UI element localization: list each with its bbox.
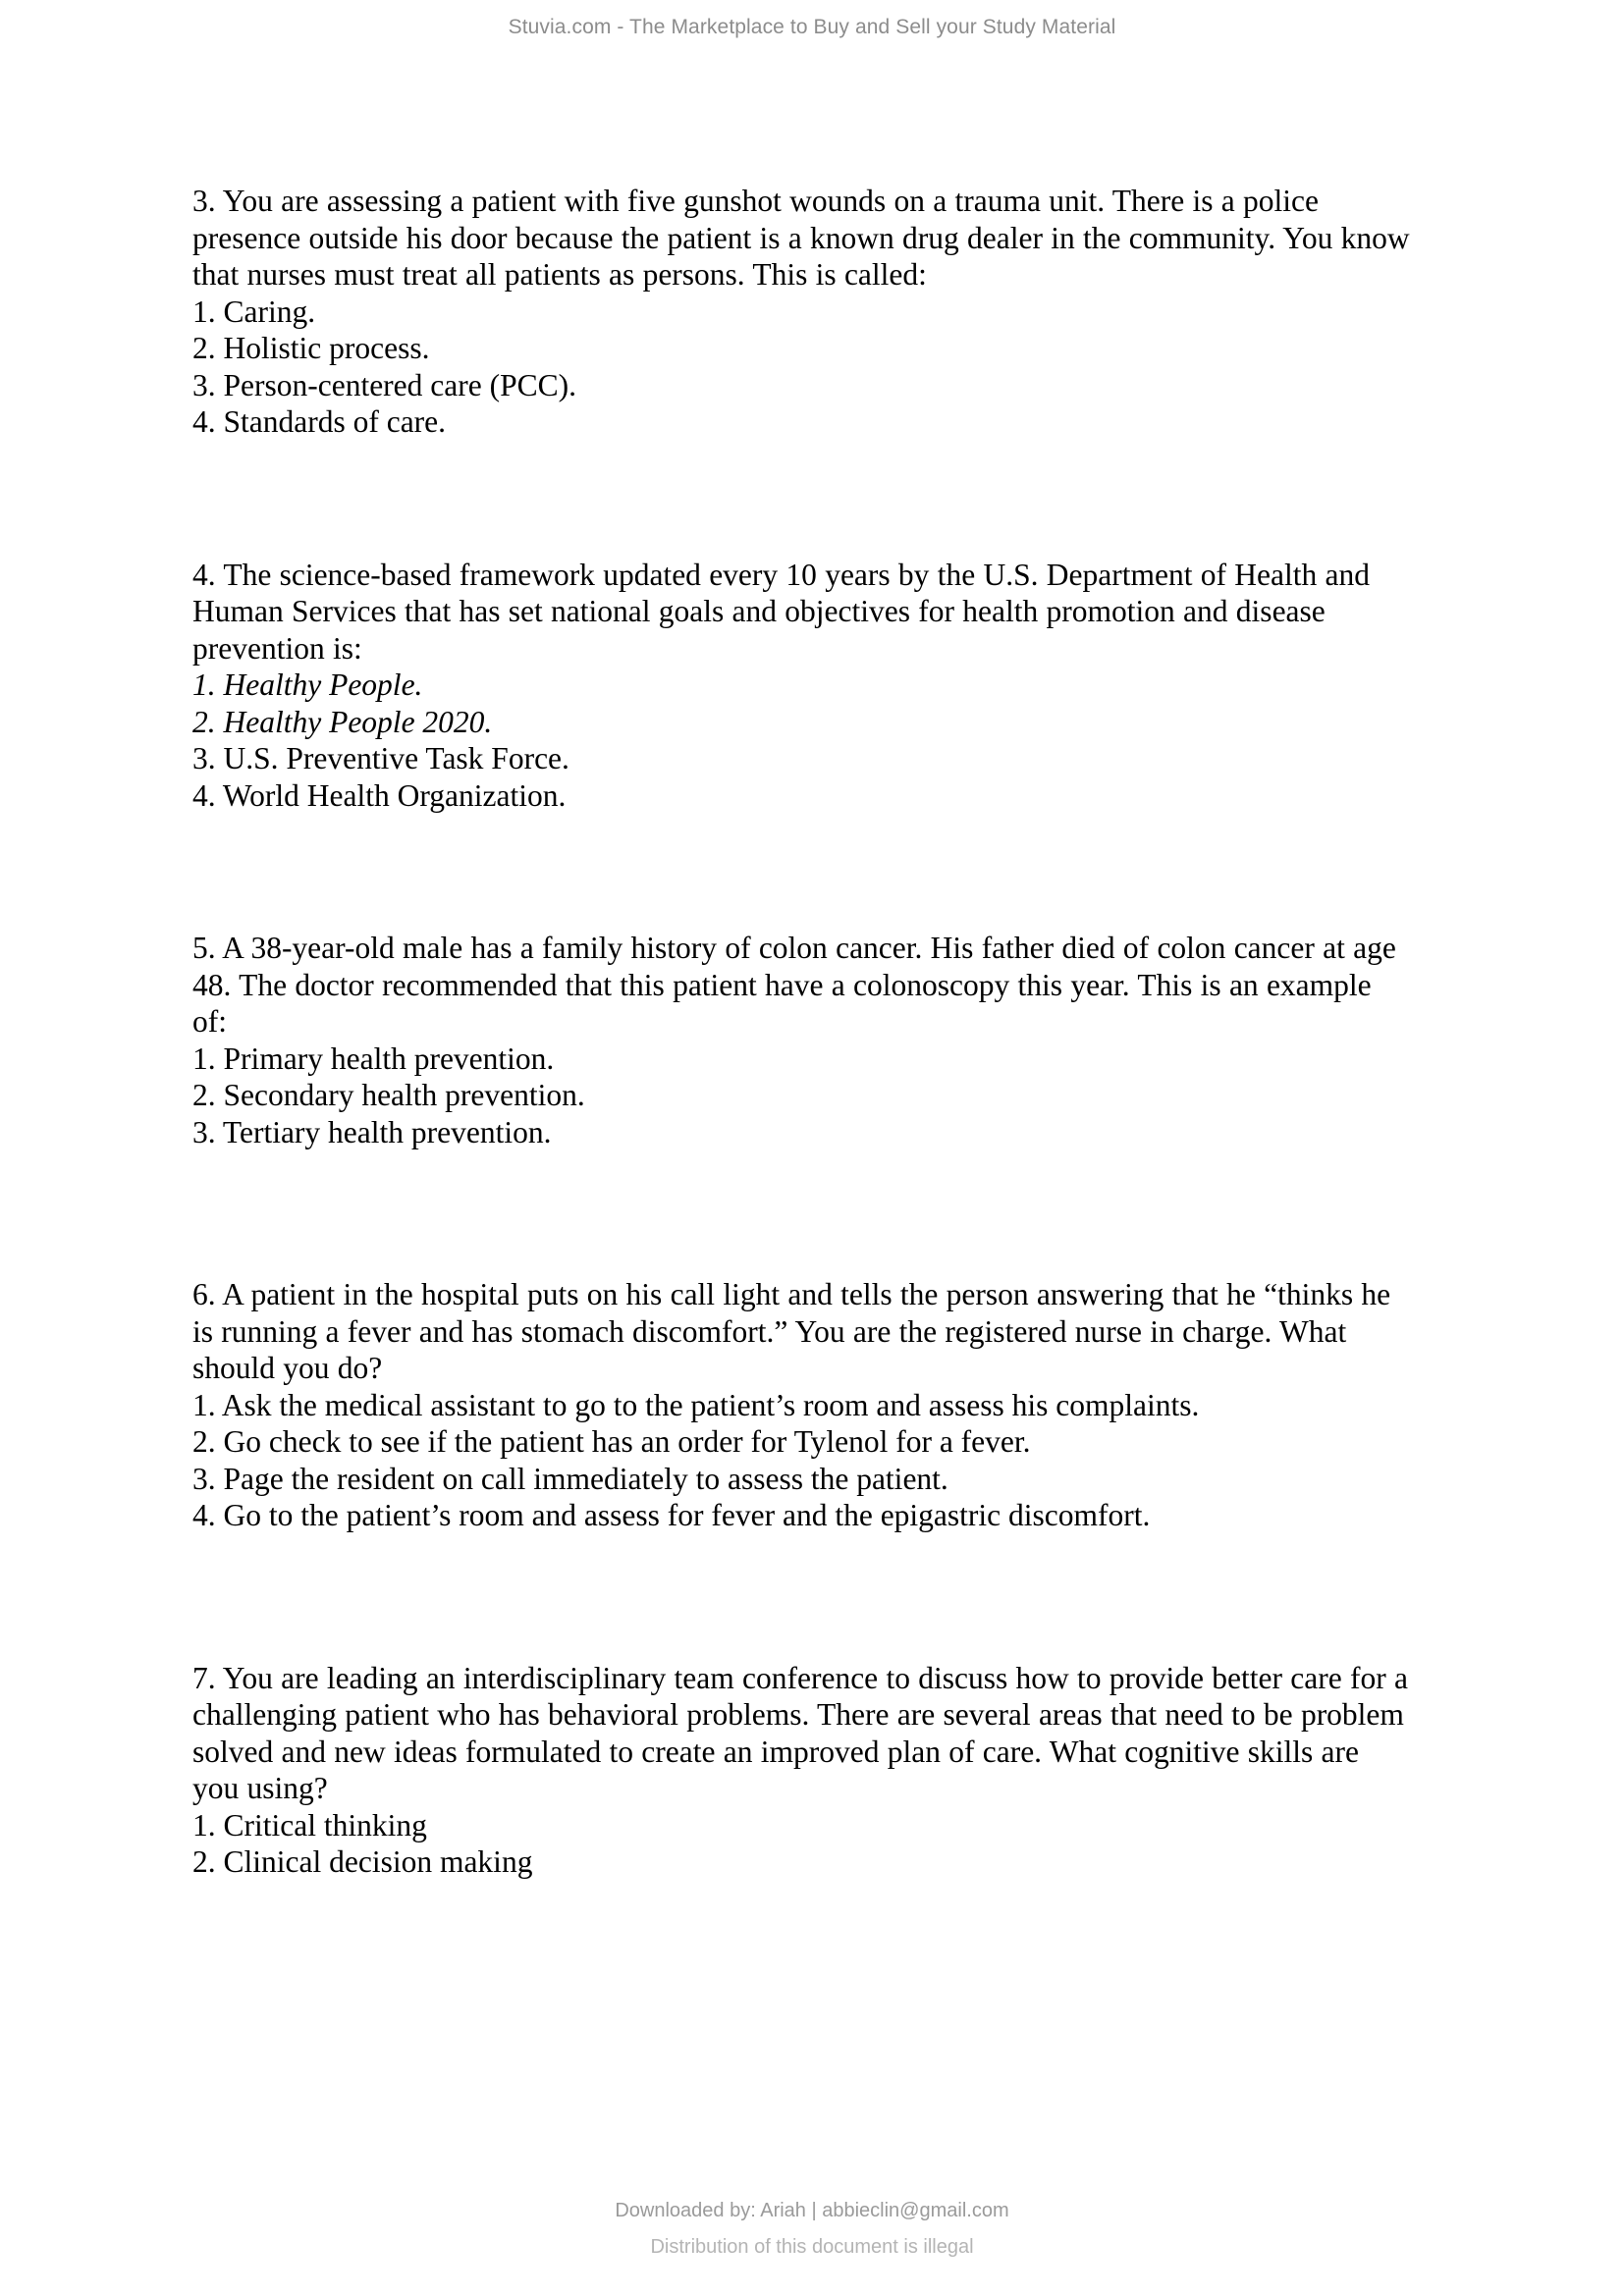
- question-block: [192, 1276, 1413, 1534]
- answer-option[interactable]: 4. World Health Organization.: [192, 777, 567, 813]
- answer-option[interactable]: 3. Page the resident on call immediately to assess the patient.: [192, 1461, 948, 1496]
- question-block: [192, 183, 1413, 441]
- answer-option-list: [192, 1041, 1413, 1151]
- answer-option[interactable]: 3. Tertiary health prevention.: [192, 1114, 552, 1149]
- answer-option[interactable]: 1. Caring.: [192, 294, 316, 329]
- question-stem: 4. The science-based framework updated every 10 years by the U.S. Department of Health and Human Services that has set national goals and objectives for health promotion and disease prevention is:: [192, 557, 1370, 666]
- question-block: [192, 557, 1413, 815]
- answer-option[interactable]: 4. Go to the patient’s room and assess for fever and the epigastric discomfort.: [192, 1498, 1151, 1532]
- answer-option[interactable]: 1. Primary health prevention.: [192, 1041, 555, 1076]
- question-stem: 6. A patient in the hospital puts on his call light and tells the person answering that he “thinks he is running a fever and has stomach discomfort.” You are the registered nurse in charge. What should you do?: [192, 1277, 1391, 1385]
- answer-option[interactable]: 1. Ask the medical assistant to go to the patient’s room and assess his complaints.: [192, 1387, 1200, 1422]
- footer-distribution-notice: Distribution of this document is illegal: [650, 2236, 974, 2258]
- answer-option-list: [192, 1387, 1413, 1534]
- answer-option[interactable]: 2. Go check to see if the patient has an order for Tylenol for a fever.: [192, 1424, 1031, 1459]
- stuvia-watermark-header: Stuvia.com - The Marketplace to Buy and Sell your Study Material: [508, 16, 1116, 38]
- answer-option[interactable]: 3. U.S. Preventive Task Force.: [192, 741, 569, 775]
- footer-downloaded-by: Downloaded by: Ariah | abbieclin@gmail.com: [615, 2200, 1009, 2221]
- answer-option[interactable]: 1. Critical thinking: [192, 1807, 427, 1842]
- answer-option-list: [192, 1807, 1413, 1881]
- document-body: [192, 183, 1413, 1957]
- question-block: [192, 930, 1413, 1150]
- answer-option-list: [192, 294, 1413, 441]
- answer-option[interactable]: 2. Holistic process.: [192, 331, 430, 365]
- answer-option[interactable]: 2. Clinical decision making: [192, 1844, 533, 1879]
- question-stem: 5. A 38-year-old male has a family history of colon cancer. His father died of colon cancer at age 48. The doctor recommended that this patient have a colonoscopy this year. This is an example of:: [192, 931, 1396, 1039]
- question-stem: 7. You are leading an interdisciplinary team conference to discuss how to provide better care for a challenging patient who has behavioral problems. There are several areas that need to be problem solved and new ideas formulated to create an improved plan of care. What cognitive skills are you using?: [192, 1660, 1408, 1805]
- question-stem: 3. You are assessing a patient with five gunshot wounds on a trauma unit. There is a police presence outside his door because the patient is a known drug dealer in the community. You know that nurses must treat all patients as persons. This is called:: [192, 184, 1410, 292]
- answer-option[interactable]: 2. Healthy People 2020.: [192, 704, 493, 739]
- question-block: [192, 1660, 1413, 1881]
- answer-option[interactable]: 4. Standards of care.: [192, 404, 447, 439]
- answer-option[interactable]: 1. Healthy People.: [192, 667, 423, 702]
- answer-option-list: [192, 667, 1413, 814]
- page-footer: [0, 2200, 1624, 2259]
- answer-option[interactable]: 3. Person-centered care (PCC).: [192, 367, 576, 402]
- answer-option[interactable]: 2. Secondary health prevention.: [192, 1078, 585, 1112]
